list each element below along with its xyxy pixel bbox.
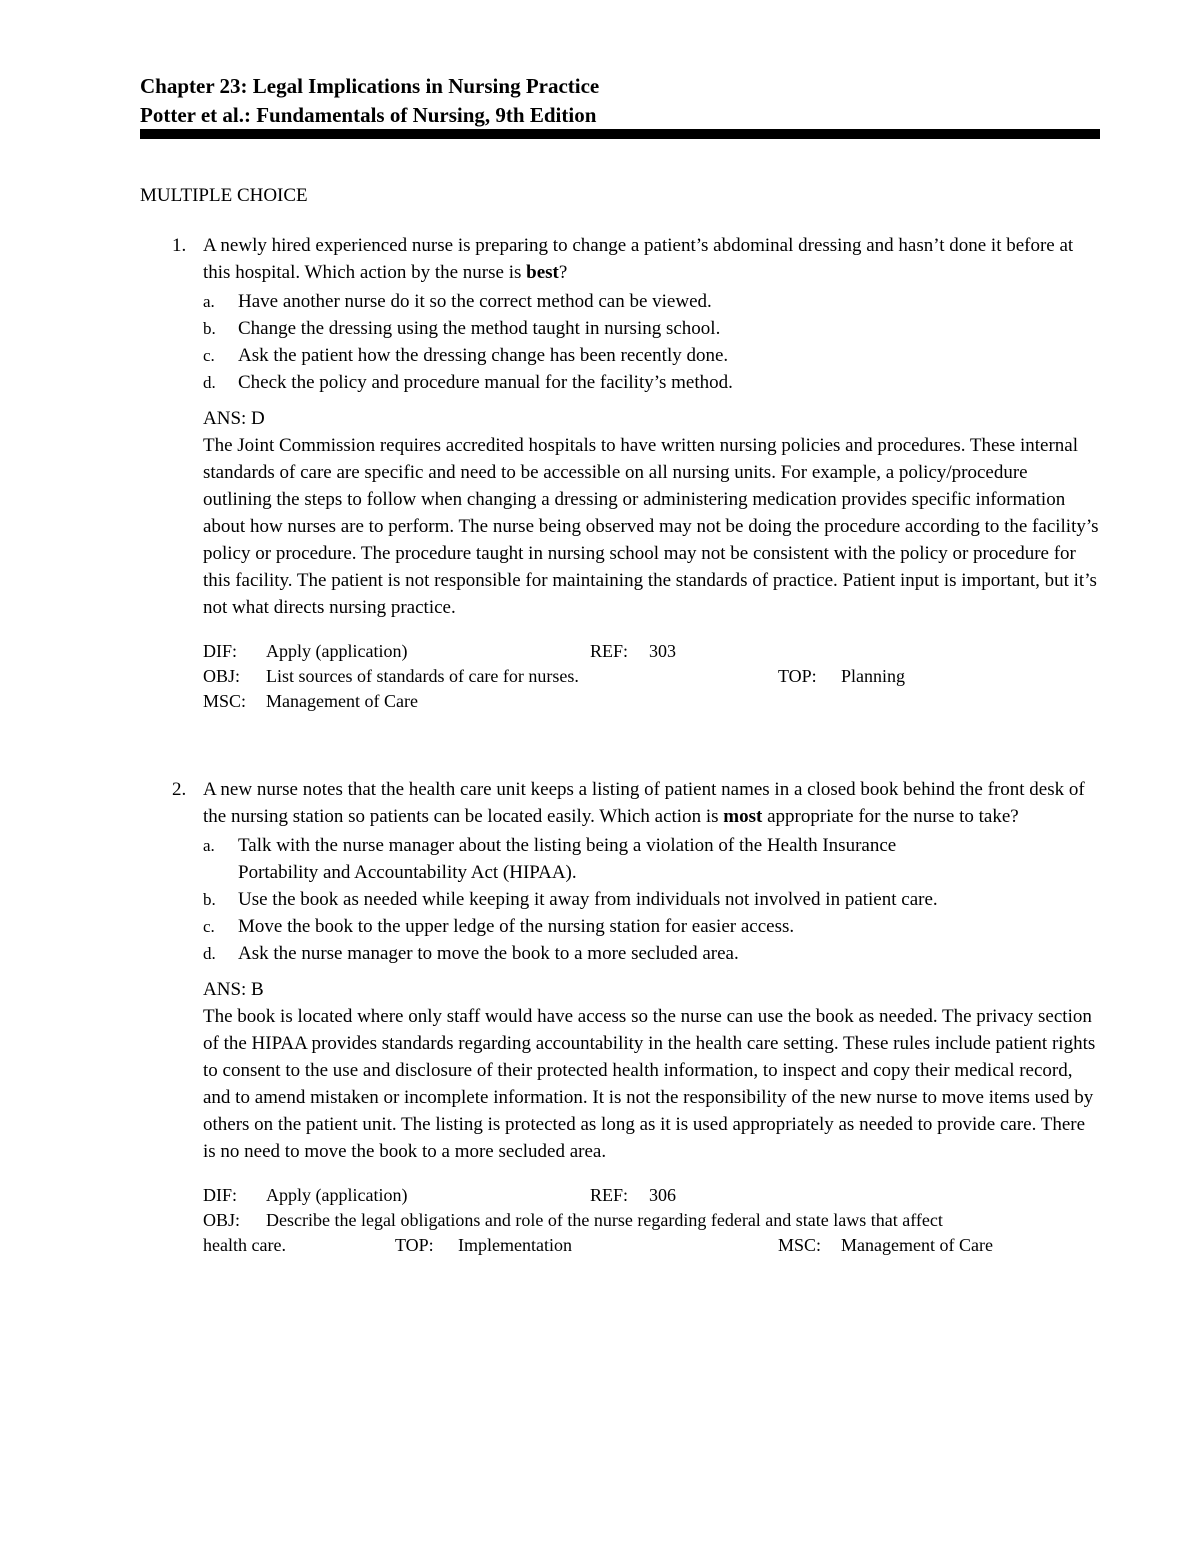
msc-value: Management of Care: [266, 691, 418, 711]
option-letter: c.: [203, 346, 215, 365]
option-letter: b.: [203, 890, 216, 909]
option-letter: a.: [203, 292, 215, 311]
msc-value: Management of Care: [841, 1235, 993, 1255]
section-heading: MULTIPLE CHOICE: [140, 185, 308, 206]
answer-options: [140, 288, 1100, 396]
top-value: Implementation: [458, 1235, 572, 1255]
stem-text-end: ?: [558, 262, 568, 283]
question-stem: [140, 232, 1100, 286]
option-a: [140, 288, 1100, 315]
question-2: [140, 776, 1100, 1258]
rationale: The book is located where only staff would have access so the nurse can use the book as needed. The privacy section of the HIPAA provides standards regarding accountability in the health care setting. These rules include patient rights to consent to the use and disclosure of their protected health information, to inspect and copy their medical record, and to amend mistaken or incomplete information. It is not the responsibility of the new nurse to move items used by others on the patient unit. The listing is protected as long as it is used appropriately as needed to provide care. There is no need to move the book to a more secluded area.: [203, 1006, 1096, 1162]
obj-value: List sources of standards of care for nurses.: [266, 666, 579, 686]
rationale: The Joint Commission requires accredited hospitals to have written nursing policies and procedures. These internal standards of care are specific and need to be accessible on all nursing units. For example, a policy/procedure outlining the steps to follow when changing a dressing or administering medication provides specific information about how nurses are to perform. The nurse being observed may not be doing the procedure according to the facility’s policy or procedure. The procedure taught in nursing school may not be consistent with the policy or procedure for this facility. The patient is not responsible for maintaining the standards of practice. Patient input is important, but it’s not what directs nursing practice.: [203, 435, 1099, 618]
answer-block: [140, 976, 1100, 1165]
question-metadata: [140, 639, 1100, 714]
option-a: [140, 832, 1100, 886]
answer-key: ANS: B: [203, 979, 264, 1000]
top-label: TOP:: [778, 666, 817, 686]
obj-value-continued: health care.: [203, 1235, 286, 1255]
stem-text: A new nurse notes that the health care unit keeps a listing of patient names in a closed book behind the front desk of the nursing station so patients can be located easily. Which action is: [203, 779, 1085, 827]
answer-key: ANS: D: [203, 408, 265, 429]
option-text: Ask the nurse manager to move the book to a more secluded area.: [238, 943, 739, 964]
msc-label: MSC:: [778, 1235, 822, 1255]
answer-options: [140, 832, 1100, 967]
top-label: TOP:: [395, 1235, 434, 1255]
option-text: Ask the patient how the dressing change has been recently done.: [238, 345, 729, 366]
stem-text: A newly hired experienced nurse is preparing to change a patient’s abdominal dressing and hasn’t done it before at this hospital. Which action by the nurse is: [203, 235, 1074, 283]
option-b: [140, 315, 1100, 342]
obj-value: Describe the legal obligations and role of the nurse regarding federal and state laws that affect: [266, 1210, 943, 1230]
book-title: Potter et al.: Fundamentals of Nursing, 9th Edition: [140, 103, 597, 127]
option-c: [140, 342, 1100, 369]
answer-block: [140, 405, 1100, 621]
option-text: Talk with the nurse manager about the listing being a violation of the Health Insurance Portability and Accountability Act (HIPAA).: [238, 835, 897, 883]
option-d: [140, 369, 1100, 396]
stem-text-end: appropriate for the nurse to take?: [762, 806, 1019, 827]
msc-label: MSC:: [203, 691, 247, 711]
ref-label: REF:: [590, 1185, 629, 1205]
dif-label: DIF:: [203, 1185, 238, 1205]
obj-label: OBJ:: [203, 1210, 241, 1230]
stem-emphasis: most: [723, 806, 763, 827]
option-text: Change the dressing using the method taught in nursing school.: [238, 318, 721, 339]
option-letter: c.: [203, 917, 215, 936]
option-text: Use the book as needed while keeping it away from individuals not involved in patient care.: [238, 889, 938, 910]
chapter-title: Chapter 23: Legal Implications in Nursing Practice: [140, 74, 600, 98]
question-number: 2.: [172, 779, 187, 800]
option-text: Check the policy and procedure manual for the facility’s method.: [238, 372, 733, 393]
question-metadata: [140, 1183, 1100, 1258]
dif-value: Apply (application): [266, 641, 408, 661]
question-stem: [140, 776, 1100, 830]
document-header: [140, 72, 1100, 130]
ref-value: 303: [649, 641, 676, 661]
option-b: [140, 886, 1100, 913]
option-text: Have another nurse do it so the correct method can be viewed.: [238, 291, 712, 312]
ref-label: REF:: [590, 641, 629, 661]
option-c: [140, 913, 1100, 940]
dif-label: DIF:: [203, 641, 238, 661]
ref-value: 306: [649, 1185, 676, 1205]
dif-value: Apply (application): [266, 1185, 408, 1205]
option-letter: d.: [203, 373, 216, 392]
top-value: Planning: [841, 666, 906, 686]
stem-emphasis: best: [526, 262, 559, 283]
option-letter: a.: [203, 836, 215, 855]
question-1: [140, 232, 1100, 714]
header-rule: [140, 129, 1100, 139]
option-letter: b.: [203, 319, 216, 338]
obj-label: OBJ:: [203, 666, 241, 686]
option-text: Move the book to the upper ledge of the nursing station for easier access.: [238, 916, 795, 937]
option-d: [140, 940, 1100, 967]
option-letter: d.: [203, 944, 216, 963]
question-number: 1.: [172, 235, 187, 256]
